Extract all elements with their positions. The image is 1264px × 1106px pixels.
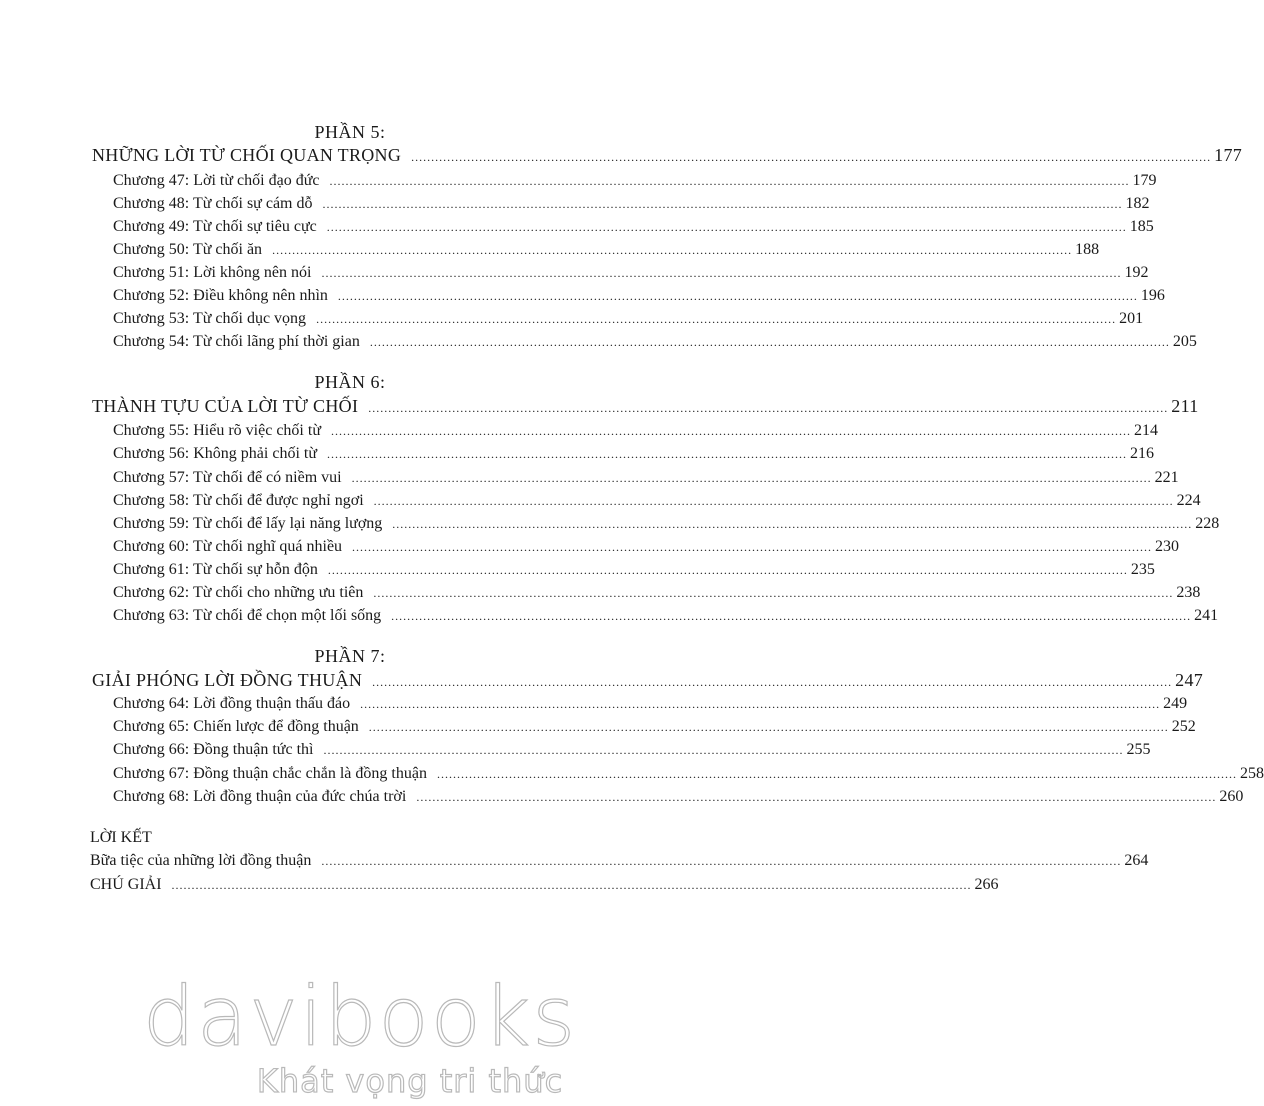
entry-page: 258 <box>1239 765 1264 782</box>
toc-entry <box>113 718 1196 742</box>
toc-entry <box>113 607 1219 631</box>
entry-label: Chương 50: Từ chối ăn <box>113 241 263 258</box>
entry-page: 214 <box>1134 422 1158 439</box>
heading-page: 211 <box>1171 396 1199 416</box>
toc-entry <box>113 492 1201 516</box>
entry-label: Chương 66: Đồng thuận tức thì <box>113 741 314 758</box>
toc-entry <box>113 333 1197 357</box>
dot-leader: ........................................................................................................................................................................................................ <box>360 697 1161 711</box>
entry-label: Chương 63: Từ chối để chọn một lối sống <box>113 607 382 624</box>
dot-leader: ........................................................................................................................................................................................................ <box>326 220 1127 234</box>
toc-entry <box>113 241 1100 265</box>
dot-leader: ........................................................................................................................................................................................................ <box>323 743 1124 757</box>
dot-leader: ........................................................................................................................................................................................................ <box>436 767 1237 781</box>
dot-leader: ........................................................................................................................................................................................................ <box>368 720 1169 734</box>
entry-page: 228 <box>1195 515 1220 532</box>
toc-entry <box>113 469 1179 493</box>
entry-label: Chương 49: Từ chối sự tiêu cực <box>113 218 317 235</box>
dot-leader: ........................................................................................................................................................................................................ <box>392 517 1193 531</box>
toc-entry <box>113 195 1150 219</box>
dot-leader: ........................................................................................................................................................................................................ <box>373 586 1174 600</box>
entry-page: 249 <box>1163 695 1188 712</box>
toc-entry <box>113 741 1151 765</box>
entry-label: Chương 64: Lời đồng thuận thấu đáo <box>113 695 351 712</box>
dot-leader: ........................................................................................................................................................................................................ <box>416 790 1217 804</box>
toc-entry <box>113 310 1144 334</box>
entry-page: 179 <box>1132 172 1157 189</box>
entry-label: Chương 56: Không phải chối từ <box>113 445 318 462</box>
entry-page: 235 <box>1130 561 1155 578</box>
heading-page: 247 <box>1175 670 1204 690</box>
dot-leader: ........................................................................................................................................................................................................ <box>391 609 1192 623</box>
toc-entry <box>113 561 1155 585</box>
toc-entry <box>113 287 1165 311</box>
dot-leader: ........................................................................................................................................................................................................ <box>316 312 1117 326</box>
toc-entry <box>113 172 1157 196</box>
toc-entry <box>113 765 1264 789</box>
entry-label: Chương 53: Từ chối dục vọng <box>113 310 307 327</box>
dot-leader: ........................................................................................................................................................................................................ <box>322 197 1123 211</box>
entry-page: 266 <box>974 876 999 893</box>
entry-page: 241 <box>1194 607 1219 624</box>
part-6-heading <box>92 396 1199 420</box>
entry-label: Chương 54: Từ chối lãng phí thời gian <box>113 333 360 350</box>
entry-label: Chương 58: Từ chối để được nghỉ ngơi <box>113 492 364 509</box>
dot-leader: ........................................................................................................................................................................................................ <box>331 424 1131 438</box>
entry-page: 252 <box>1171 718 1196 735</box>
part-6-title: PHẦN 6: <box>314 372 386 392</box>
entry-label: Chương 68: Lời đồng thuận của đức chúa trời <box>113 788 407 805</box>
entry-page: 201 <box>1119 310 1144 327</box>
toc-entry <box>113 422 1158 446</box>
dot-leader: ........................................................................................................................................................................................................ <box>171 878 972 892</box>
entry-label: Chương 57: Từ chối để có niềm vui <box>113 469 342 486</box>
entry-label: Chương 51: Lời không nên nói <box>113 264 312 281</box>
dot-leader: ........................................................................................................................................................................................................ <box>321 266 1122 280</box>
entry-label: Chương 48: Từ chối sự cám dỗ <box>113 195 313 212</box>
entry-label: Chương 62: Từ chối cho những ưu tiên <box>113 584 364 601</box>
entry-page: 185 <box>1129 218 1154 235</box>
dot-leader: ........................................................................................................................................................................................................ <box>337 289 1138 303</box>
entry-page: 260 <box>1219 788 1244 805</box>
toc-entry <box>113 264 1149 288</box>
heading-label: NHỮNG LỜI TỪ CHỐI QUAN TRỌNG <box>92 145 402 165</box>
entry-label: Chương 60: Từ chối nghĩ quá nhiều <box>113 538 343 555</box>
toc-entry <box>113 788 1244 812</box>
entry-page: 221 <box>1154 469 1179 486</box>
entry-label: Chương 59: Từ chối để lấy lại năng lượng <box>113 515 383 532</box>
entry-page: 224 <box>1176 492 1201 509</box>
toc-entry <box>113 445 1155 469</box>
toc-entry <box>113 515 1220 539</box>
part-7-heading <box>92 670 1204 694</box>
entry-page: 264 <box>1124 852 1149 869</box>
dot-leader: ........................................................................................................................................................................................................ <box>369 335 1170 349</box>
part-5-title: PHẦN 5: <box>314 122 386 142</box>
dot-leader: ........................................................................................................................................................................................................ <box>321 854 1122 868</box>
entry-page: 188 <box>1075 241 1100 258</box>
dot-leader: ........................................................................................................................................................................................................ <box>411 150 1212 164</box>
dot-leader: ........................................................................................................................................................................................................ <box>352 540 1153 554</box>
entry-label: Chương 55: Hiểu rõ việc chối từ <box>113 422 321 439</box>
entry-page: 238 <box>1176 584 1201 601</box>
entry-label: Chương 67: Đồng thuận chắc chắn là đồng thuận <box>113 765 427 782</box>
entry-page: 205 <box>1172 333 1197 350</box>
dot-leader: ........................................................................................................................................................................................................ <box>329 174 1130 188</box>
epilogue-entry <box>90 852 1149 876</box>
entry-label: Bữa tiệc của những lời đồng thuận <box>90 852 312 869</box>
heading-label: GIẢI PHÓNG LỜI ĐỒNG THUẬN <box>92 670 363 690</box>
entry-page: 216 <box>1130 445 1155 462</box>
dot-leader: ........................................................................................................................................................................................................ <box>351 471 1152 485</box>
dot-leader: ........................................................................................................................................................................................................ <box>327 563 1128 577</box>
toc-entry <box>113 695 1188 719</box>
entry-page: 182 <box>1125 195 1150 212</box>
entry-page: 192 <box>1124 264 1149 281</box>
entry-label: Chương 52: Điều không nên nhìn <box>113 287 328 304</box>
toc-entry <box>113 584 1201 608</box>
watermark-tagline: Khát vọng tri thức <box>256 1062 564 1100</box>
dot-leader: ........................................................................................................................................................................................................ <box>373 494 1174 508</box>
notes-entry <box>90 876 999 900</box>
entry-page: 196 <box>1140 287 1165 304</box>
toc-entry <box>113 538 1180 562</box>
heading-label: THÀNH TỰU CỦA LỜI TỪ CHỐI <box>92 396 359 416</box>
watermark-brand: davibooks <box>142 970 578 1065</box>
dot-leader: ........................................................................................................................................................................................................ <box>372 675 1173 689</box>
dot-leader: ........................................................................................................................................................................................................ <box>368 401 1169 415</box>
entry-page: 230 <box>1155 538 1180 555</box>
part-5-heading <box>92 145 1243 169</box>
entry-label: Chương 61: Từ chối sự hỗn độn <box>113 561 318 578</box>
toc-entry <box>113 218 1154 242</box>
entry-label: CHÚ GIẢI <box>90 876 162 893</box>
epilogue-title-text: LỜI KẾT <box>90 829 152 846</box>
dot-leader: ........................................................................................................................................................................................................ <box>272 243 1073 257</box>
part-7-title: PHẦN 7: <box>314 646 386 666</box>
epilogue-title <box>90 829 152 853</box>
entry-page: 255 <box>1126 741 1151 758</box>
heading-page: 177 <box>1214 145 1243 165</box>
dot-leader: ........................................................................................................................................................................................................ <box>327 447 1128 461</box>
entry-label: Chương 47: Lời từ chối đạo đức <box>113 172 320 189</box>
entry-label: Chương 65: Chiến lược để đồng thuận <box>113 718 359 735</box>
